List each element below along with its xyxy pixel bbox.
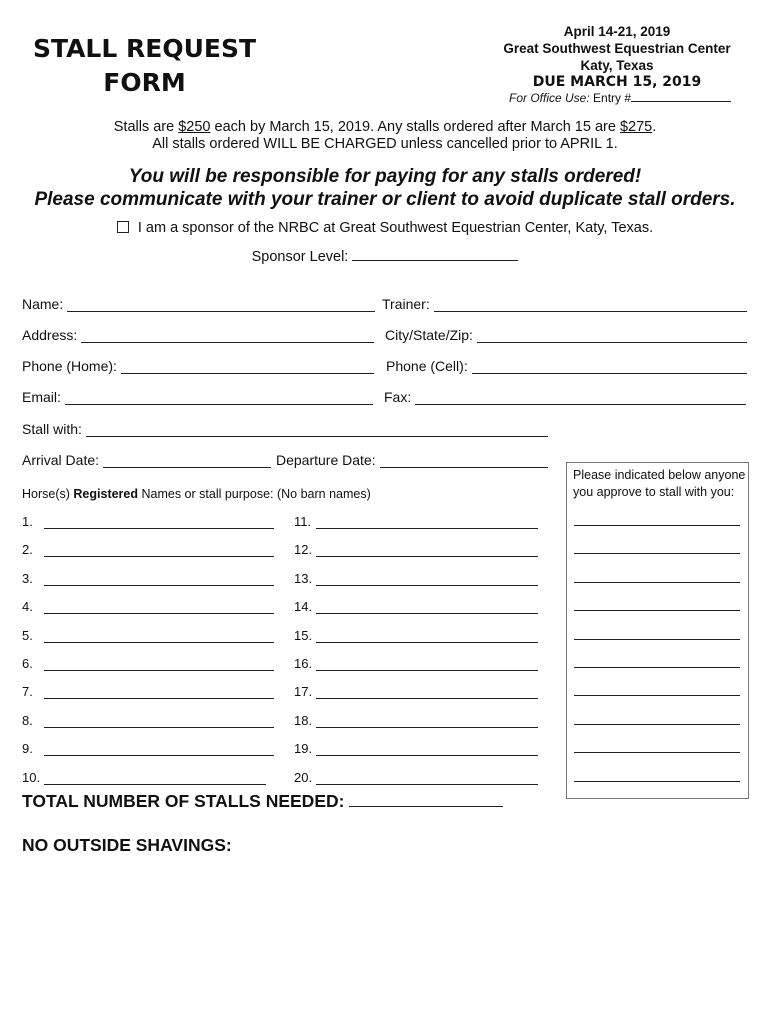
price-early: $250 [178,119,211,135]
horse-name-field[interactable] [44,743,274,756]
sponsor-checkbox[interactable] [117,221,129,233]
horse-name-field[interactable] [316,715,538,728]
horse-name-field[interactable] [44,601,274,614]
pricing-text-c: . [652,119,657,135]
horse-number: 19. [294,741,313,756]
horse-name-field[interactable] [316,544,538,557]
event-location: Katy, Texas [580,58,654,73]
horse-row-14 [294,599,538,614]
horse-number: 1. [22,514,33,529]
phone-cell-field[interactable] [472,359,747,374]
horse-number: 14. [294,599,313,614]
stall-with-row [22,421,548,437]
horse-name-field[interactable] [316,601,538,614]
stall-with-field[interactable] [86,422,548,437]
horse-number: 18. [294,713,313,728]
sponsor-level-row [0,249,770,266]
horse-row-16 [294,656,538,671]
horse-row-13 [294,571,538,586]
sponsor-checkbox-label: I am a sponsor of the NRBC at Great Southwest Equestrian Center, Katy, Texas. [137,220,654,236]
horse-number: 13. [294,571,313,586]
approve-name-field[interactable] [574,610,740,611]
horse-row-5 [22,628,274,643]
horse-row-7 [22,684,274,699]
horse-row-17 [294,684,538,699]
horse-name-field[interactable] [316,573,538,586]
arrival-date-row [22,452,271,468]
horse-number: 6. [22,656,33,671]
city-state-zip-field[interactable] [477,328,747,343]
horse-number: 9. [22,741,33,756]
horse-name-field[interactable] [316,516,538,529]
horse-row-10 [22,770,266,785]
due-date: DUE MARCH 15, 2019 [532,74,702,90]
horse-number: 12. [294,542,313,557]
horse-number: 11. [294,514,312,529]
sponsor-level-field[interactable] [352,260,518,261]
departure-date-field[interactable] [380,453,548,468]
phone-home-label: Phone (Home): [22,358,117,374]
approve-name-field[interactable] [574,525,740,526]
responsibility-warning [0,165,770,211]
total-stalls-field[interactable] [349,806,503,807]
address-field[interactable] [81,328,374,343]
horse-row-8 [22,713,274,728]
horse-name-field[interactable] [316,658,538,671]
form-title [22,32,267,100]
pricing-line1 [0,119,770,136]
horse-name-field[interactable] [44,772,266,785]
total-stalls-label: TOTAL NUMBER OF STALLS NEEDED: [22,791,345,811]
approve-box-line1: Please indicated below anyone [573,468,746,482]
horse-number: 15. [294,628,313,643]
horse-row-9 [22,741,274,756]
horse-name-field[interactable] [316,772,538,785]
name-row [22,296,375,312]
horse-number: 7. [22,684,33,699]
entry-number-field[interactable] [631,101,731,102]
horse-row-2 [22,542,274,557]
arrival-date-field[interactable] [103,453,271,468]
horse-name-field[interactable] [316,743,538,756]
horse-row-4 [22,599,274,614]
approve-name-field[interactable] [574,582,740,583]
horse-number: 8. [22,713,33,728]
horses-heading-post: Names or stall purpose: (No barn names) [138,487,371,501]
pricing-text-a: Stalls are [113,119,179,135]
warning-line1: You will be responsible for paying for any stalls ordered! [128,166,642,187]
trainer-row [382,296,747,312]
fax-field[interactable] [415,390,746,405]
address-row [22,327,374,343]
horse-name-field[interactable] [44,658,274,671]
horse-number: 10. [22,770,41,785]
pricing-line2: All stalls ordered WILL BE CHARGED unless cancelled prior to APRIL 1. [152,136,618,152]
horse-row-1 [22,514,274,529]
approve-name-field[interactable] [574,667,740,668]
stall-with-label: Stall with: [22,421,82,437]
approve-name-field[interactable] [574,639,740,640]
horse-row-3 [22,571,274,586]
horse-number: 5. [22,628,33,643]
form-title-line1: STALL REQUEST [32,34,257,63]
horse-number: 20. [294,770,313,785]
approve-stall-box [566,462,749,799]
horse-row-20 [294,770,538,785]
horses-heading-pre: Horse(s) [22,487,74,501]
horse-number: 4. [22,599,33,614]
sponsor-level-label: Sponsor Level: [251,249,349,265]
horse-name-field[interactable] [44,573,274,586]
name-field[interactable] [67,297,375,312]
approve-box-line2: you approve to stall with you: [573,485,735,499]
event-dates: April 14-21, 2019 [563,24,671,39]
office-use [509,91,731,105]
address-label: Address: [22,327,78,343]
horse-number: 3. [22,571,33,586]
trainer-field[interactable] [434,297,747,312]
city-state-zip-label: City/State/Zip: [385,327,473,343]
horse-name-field[interactable] [44,516,274,529]
phone-cell-label: Phone (Cell): [386,358,468,374]
phone-home-field[interactable] [121,359,374,374]
approve-name-field[interactable] [574,553,740,554]
pricing-text-b: each by March 15, 2019. Any stalls ordered after March 15 are [210,119,620,135]
sponsor-row [0,220,770,237]
price-late: $275 [619,119,653,135]
horse-number: 16. [294,656,313,671]
departure-date-row [276,452,548,468]
horse-row-19 [294,741,538,756]
email-field[interactable] [65,390,373,405]
horse-name-field[interactable] [44,630,274,643]
fax-label: Fax: [384,389,412,405]
approve-name-field[interactable] [574,695,740,696]
approve-name-field[interactable] [574,781,740,782]
warning-line2: Please communicate with your trainer or client to avoid duplicate stall orders. [34,189,736,210]
phone-home-row [22,358,374,374]
horse-row-6 [22,656,274,671]
departure-date-label: Departure Date: [276,452,376,468]
entry-label: Entry # [593,91,632,105]
event-venue: Great Southwest Equestrian Center [503,41,731,56]
name-label: Name: [22,296,64,312]
email-row [22,389,373,405]
horse-row-11 [294,514,538,529]
approve-box-heading [567,463,748,501]
horse-number: 17. [294,684,313,699]
horse-row-15 [294,628,538,643]
horses-heading-registered: Registered [73,487,139,501]
phone-cell-row [386,358,747,374]
event-header [484,23,750,91]
horse-name-field[interactable] [44,686,274,699]
trainer-label: Trainer: [382,296,430,312]
pricing-notice [0,119,770,153]
approve-name-field[interactable] [574,724,740,725]
form-title-line2: FORM [103,68,186,97]
horse-number: 2. [22,542,33,557]
horse-row-12 [294,542,538,557]
email-label: Email: [22,389,61,405]
horse-row-18 [294,713,538,728]
horses-heading [22,487,371,501]
office-use-label: For Office Use: [509,91,590,105]
fax-row [384,389,746,405]
horse-name-field[interactable] [44,715,274,728]
city-state-zip-row [385,327,747,343]
no-outside-shavings: NO OUTSIDE SHAVINGS: [22,835,232,855]
horse-name-field[interactable] [316,630,538,643]
approve-name-field[interactable] [574,752,740,753]
total-stalls-row [22,791,503,812]
arrival-date-label: Arrival Date: [22,452,100,468]
horse-name-field[interactable] [44,544,274,557]
horse-name-field[interactable] [316,686,538,699]
